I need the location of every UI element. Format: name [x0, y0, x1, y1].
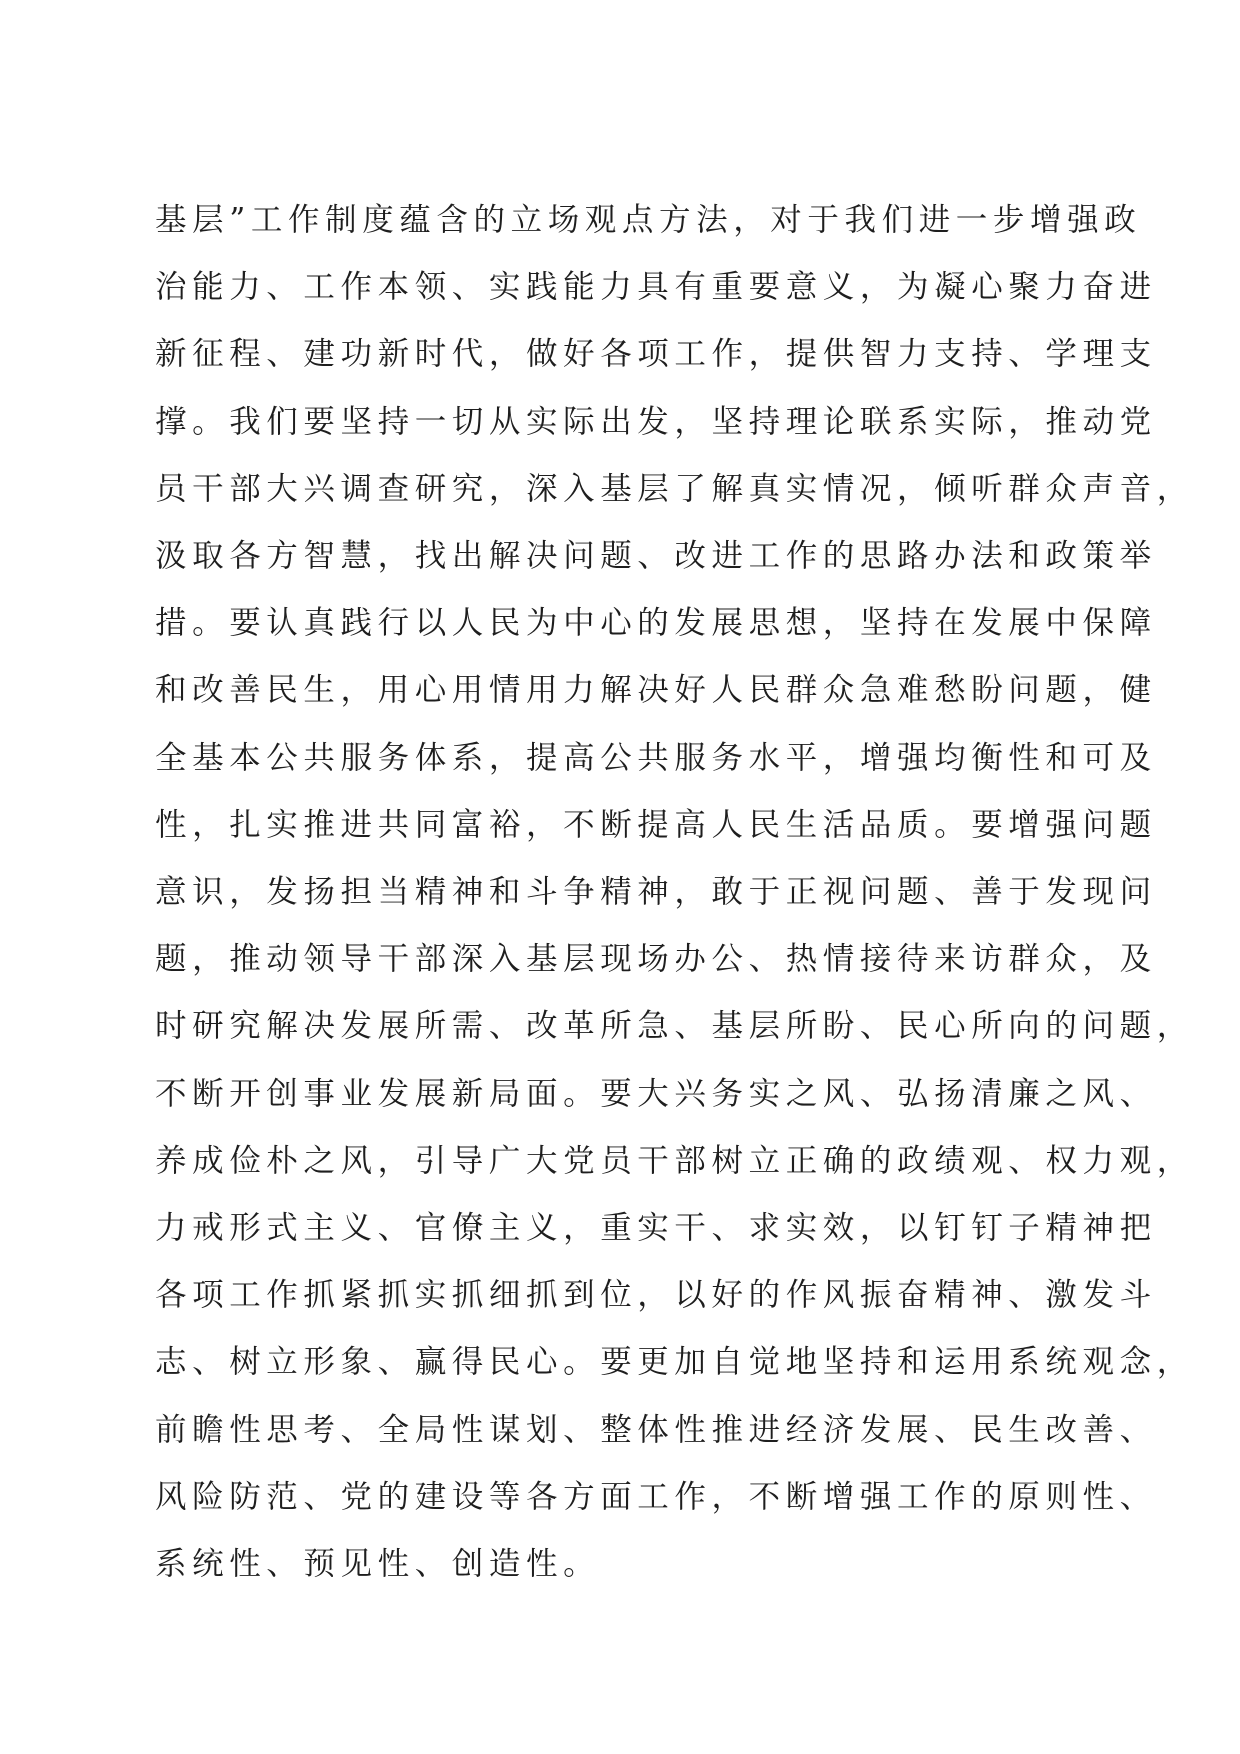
- text-line-12: 题，推动领导干部深入基层现场办公、热情接待来访群众，及: [155, 941, 1157, 978]
- text-line-13: 时研究解决发展所需、改革所急、基层所盼、民心所向的问题，: [155, 1008, 1194, 1045]
- text-line-2: 治能力、工作本领、实践能力具有重要意义，为凝心聚力奋进: [155, 269, 1157, 306]
- text-line-14: 不断开创事业发展新局面。要大兴务实之风、弘扬清廉之风、: [155, 1075, 1157, 1112]
- text-line-1: 基层”工作制度蕴含的立场观点方法，对于我们进一步增强政: [155, 202, 1142, 238]
- text-line-19: 前瞻性思考、全局性谋划、整体性推进经济发展、民生改善、: [155, 1411, 1157, 1448]
- text-line-16: 力戒形式主义、官僚主义，重实干、求实效，以钉钉子精神把: [155, 1210, 1157, 1247]
- text-line-20: 风险防范、党的建设等各方面工作，不断增强工作的原则性、: [155, 1478, 1157, 1515]
- text-line-6: 汲取各方智慧，找出解决问题、改进工作的思路办法和政策举: [155, 538, 1157, 575]
- text-line-11: 意识，发扬担当精神和斗争精神，敢于正视问题、善于发现问: [155, 874, 1157, 911]
- text-line-18: 志、树立形象、赢得民心。要更加自觉地坚持和运用系统观念，: [155, 1344, 1194, 1381]
- text-line-15: 养成俭朴之风，引导广大党员干部树立正确的政绩观、权力观，: [155, 1142, 1194, 1179]
- body-paragraph: [155, 187, 1194, 1598]
- text-line-4: 撑。我们要坚持一切从实际出发，坚持理论联系实际，推动党: [155, 403, 1157, 440]
- text-line-5: 员干部大兴调查研究，深入基层了解真实情况，倾听群众声音，: [155, 470, 1194, 507]
- text-line-8: 和改善民生，用心用情用力解决好人民群众急难愁盼问题，健: [155, 672, 1157, 709]
- text-line-10: 性，扎实推进共同富裕，不断提高人民生活品质。要增强问题: [155, 806, 1157, 843]
- text-line-21: 系统性、预见性、创造性。: [155, 1546, 601, 1583]
- text-line-17: 各项工作抓紧抓实抓细抓到位，以好的作风振奋精神、激发斗: [155, 1277, 1157, 1314]
- text-line-7: 措。要认真践行以人民为中心的发展思想，坚持在发展中保障: [155, 605, 1157, 642]
- text-line-3: 新征程、建功新时代，做好各项工作，提供智力支持、学理支: [155, 336, 1157, 373]
- text-line-9: 全基本公共服务体系，提高公共服务水平，增强均衡性和可及: [155, 739, 1157, 776]
